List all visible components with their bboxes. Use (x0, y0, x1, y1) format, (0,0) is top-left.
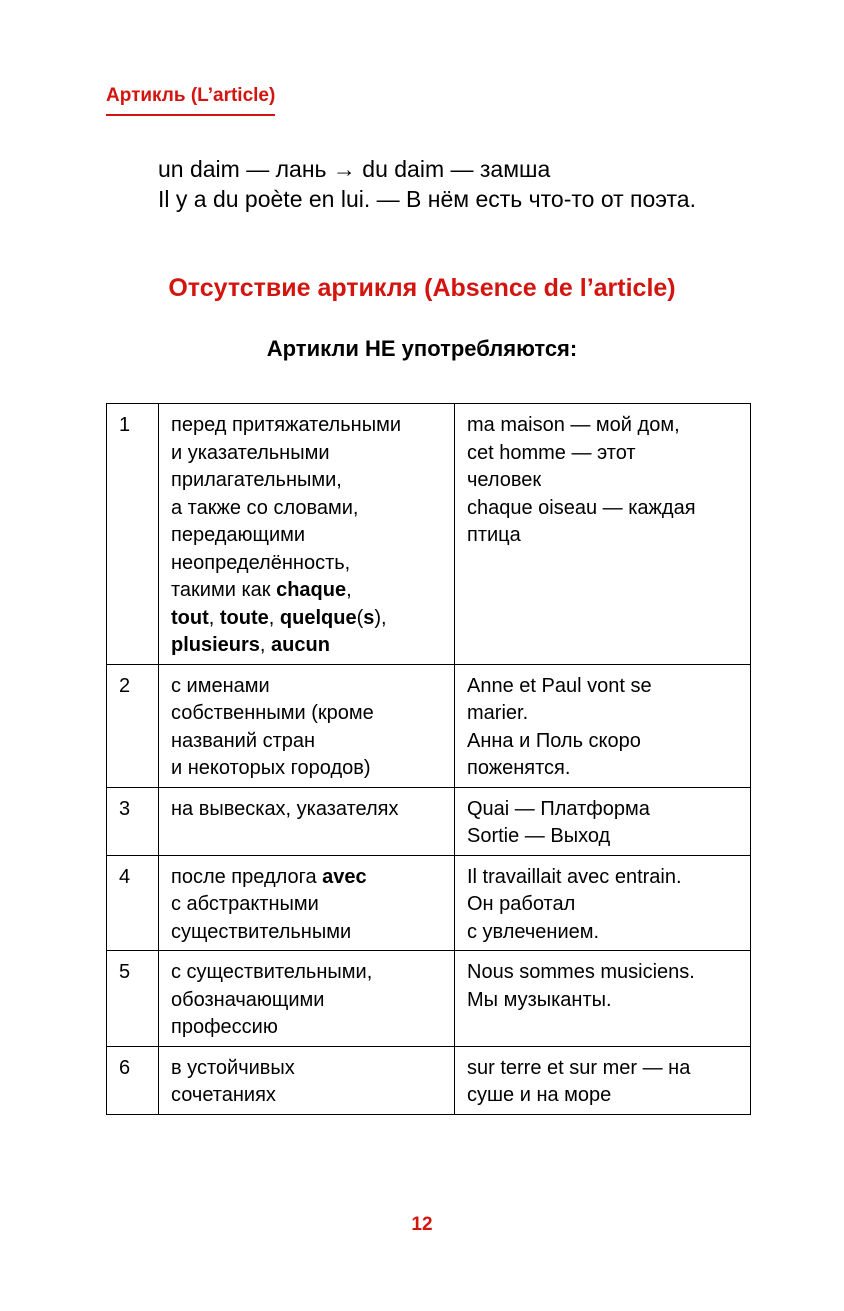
condition-text: ( (356, 606, 364, 629)
example-text-line: Il travaillait avec entrain. (467, 865, 682, 888)
row-number: 1 (107, 404, 159, 665)
rule-example-cell (455, 404, 751, 665)
example-text-line: Анна и Поль скоро (467, 729, 641, 752)
condition-text: с именами (171, 674, 270, 697)
condition-line (171, 959, 445, 987)
table-row (107, 787, 751, 855)
condition-text: с существительными, (171, 961, 373, 983)
example-text-line: с увлечением. (467, 920, 600, 943)
condition-line (171, 796, 445, 824)
rule-example-cell (455, 951, 751, 1047)
condition-line (171, 467, 445, 495)
section-subtitle: Артикли НЕ употребляются: (266, 336, 578, 361)
condition-line (171, 412, 445, 440)
condition-line (171, 440, 445, 468)
condition-line (171, 1082, 445, 1110)
table-row (107, 404, 751, 665)
condition-text: названий стран (171, 729, 316, 752)
condition-text: профессию (171, 1016, 278, 1038)
condition-line (171, 632, 445, 660)
condition-line (171, 577, 445, 605)
condition-text: в устойчивых (171, 1056, 295, 1079)
example-line: un daim — лань → du daim — замша (158, 156, 551, 182)
example-text-line: Anne et Paul vont se (467, 674, 652, 697)
condition-text: обозначающими (171, 988, 325, 1011)
table-row (107, 664, 751, 787)
bold-term: quelque (279, 606, 357, 629)
bold-term: toute (219, 606, 269, 629)
example-text-line: поженятся. (467, 757, 571, 779)
bold-term: tout (171, 606, 209, 629)
condition-line (171, 1014, 445, 1042)
example-line: Il y a du poète en lui. — В нём есть что-то от поэта. (158, 186, 696, 212)
condition-line (171, 700, 445, 728)
rule-example-cell (455, 664, 751, 787)
condition-text: и некоторых городов) (171, 757, 371, 779)
rule-condition-cell (159, 787, 455, 855)
condition-line (171, 673, 445, 701)
row-number: 4 (107, 855, 159, 951)
condition-line (171, 550, 445, 578)
condition-line (171, 522, 445, 550)
example-text-line: человек (467, 469, 542, 491)
rules-table-body (107, 404, 751, 1115)
condition-text: существительными (171, 920, 352, 943)
condition-text: , (346, 579, 352, 601)
table-row (107, 951, 751, 1047)
condition-line (171, 864, 445, 892)
condition-text: передающими (171, 524, 306, 546)
table-row (107, 1046, 751, 1114)
example-text-line: Мы музыканты. (467, 988, 612, 1011)
condition-line (171, 755, 445, 783)
row-number: 3 (107, 787, 159, 855)
bold-term: chaque (276, 579, 347, 601)
condition-line (171, 919, 445, 947)
condition-text: после предлога (171, 865, 323, 888)
example-text-line: Quai — Платформа (467, 797, 650, 820)
condition-line (171, 1055, 445, 1083)
running-header: Артикль (L’article) (106, 84, 275, 116)
example-text-line: Он работал (467, 893, 576, 915)
condition-text: прилагательными, (171, 469, 342, 491)
condition-text: такими как (171, 579, 277, 601)
condition-text: на вывесках, указателях (171, 797, 399, 820)
condition-text: , (268, 606, 280, 629)
condition-line (171, 987, 445, 1015)
rule-example-cell (455, 855, 751, 951)
bold-term: s (363, 606, 375, 629)
condition-text: , (259, 634, 272, 656)
condition-line (171, 495, 445, 523)
condition-text: и указательными (171, 441, 330, 464)
row-number: 2 (107, 664, 159, 787)
condition-line (171, 728, 445, 756)
example-text-line: птица (467, 524, 521, 546)
example-text-line: Sortie — Выход (467, 825, 611, 847)
section-title: Отсутствие артикля (Absence de l’article) (168, 274, 676, 302)
example-text-line: cet homme — этот (467, 441, 636, 464)
rule-condition-cell (159, 951, 455, 1047)
table-row (107, 855, 751, 951)
condition-text: перед притяжательными (171, 414, 401, 436)
example-text-line: chaque oiseau — каждая (467, 496, 696, 519)
condition-text: неопределённость, (171, 551, 351, 574)
bold-term: aucun (271, 634, 330, 656)
rule-condition-cell (159, 664, 455, 787)
rules-table (106, 403, 751, 1115)
row-number: 6 (107, 1046, 159, 1114)
bold-term: avec (322, 865, 367, 888)
condition-line (171, 605, 445, 633)
condition-text: ), (374, 606, 387, 629)
condition-text: , (208, 606, 220, 629)
bold-term: plusieurs (171, 634, 260, 656)
example-text-line: sur terre et sur mer — на (467, 1056, 691, 1079)
condition-text: сочетаниях (171, 1084, 276, 1106)
rule-example-cell (455, 787, 751, 855)
rule-condition-cell (159, 855, 455, 951)
example-text-line: marier. (467, 702, 529, 724)
condition-text: а также со словами, (171, 496, 359, 519)
example-text-line: Nous sommes musiciens. (467, 961, 695, 983)
rule-example-cell (455, 1046, 751, 1114)
rule-condition-cell (159, 404, 455, 665)
page-number: 12 (411, 1214, 433, 1235)
condition-text: собственными (кроме (171, 702, 374, 724)
condition-line (171, 891, 445, 919)
row-number: 5 (107, 951, 159, 1047)
example-text-line: ma maison — мой дом, (467, 414, 680, 436)
example-text-line: суше и на море (467, 1084, 612, 1106)
condition-text: с абстрактными (171, 893, 319, 915)
rule-condition-cell (159, 1046, 455, 1114)
intro-examples (158, 154, 696, 214)
